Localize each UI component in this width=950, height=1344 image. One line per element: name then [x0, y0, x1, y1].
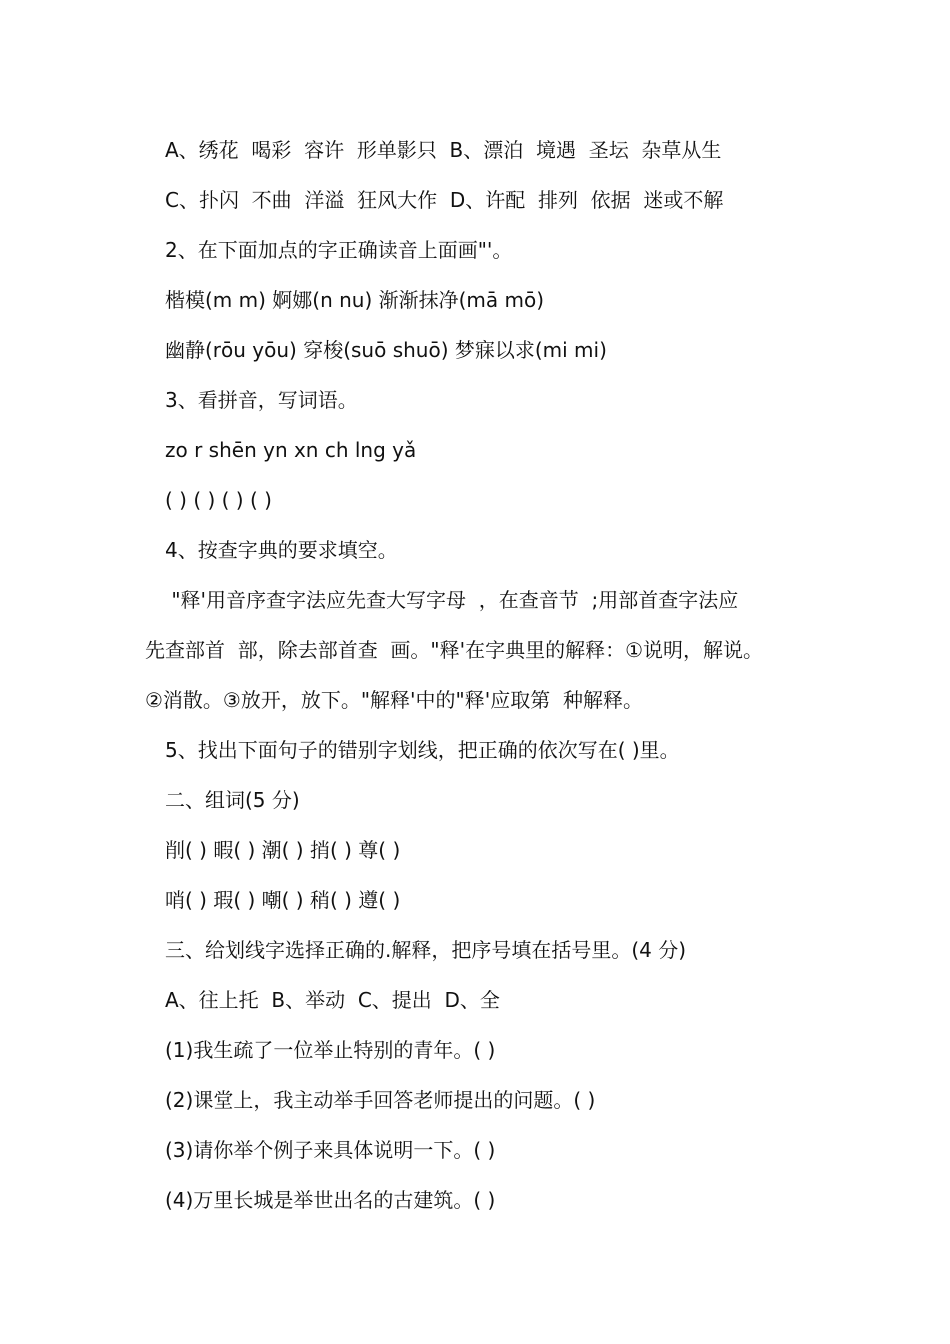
section-3-item-3: (3)请你举个例子来具体说明一下。( )	[165, 1138, 496, 1162]
question-4-para-line-2: 先查部首 部，除去部首查 画。"释'在字典里的解释：①说明，解说。	[145, 638, 764, 662]
section-3-heading: 三、给划线字选择正确的.解释，把序号填在括号里。(4 分)	[165, 938, 687, 962]
question-2-heading: 2、在下面加点的字正确读音上面画"'。	[165, 238, 513, 262]
section-2-row-1: 削( ) 暇( ) 潮( ) 捎( ) 尊( )	[165, 838, 401, 862]
question-4-para-line-1: "释'用音序查字法应先查大写字母 ，在查音节 ;用部首查字法应	[165, 588, 739, 612]
question-3-heading: 3、看拼音，写词语。	[165, 388, 358, 412]
question-4-para-line-3: ②消散。③放开，放下。"解释'中的"释'应取第 种解释。	[145, 688, 643, 712]
question-3-blanks: ( ) ( ) ( ) ( )	[165, 488, 272, 512]
question-2-line-1: 楷模(m m) 婀娜(n nu) 渐渐抹净(mā mō)	[165, 288, 545, 312]
section-3-item-2: (2)课堂上，我主动举手回答老师提出的问题。( )	[165, 1088, 596, 1112]
section-3-item-1: (1)我生疏了一位举止特别的青年。( )	[165, 1038, 496, 1062]
section-3-options: A、往上托 B、举动 C、提出 D、全	[165, 988, 500, 1012]
question-3-pinyin: zo r shēn yn xn ch lng yǎ	[165, 438, 417, 462]
question-2-line-2: 幽静(rōu yōu) 穿梭(suō shuō) 梦寐以求(mi mi)	[165, 338, 607, 362]
section-3-item-4: (4)万里长城是举世出名的古建筑。( )	[165, 1188, 496, 1212]
options-row-c-d: C、扑闪 不曲 洋溢 狂风大作 D、许配 排列 依据 迷或不解	[165, 188, 724, 212]
section-2-row-2: 哨( ) 瑕( ) 嘲( ) 稍( ) 遵( )	[165, 888, 401, 912]
section-2-heading: 二、组词(5 分)	[165, 788, 300, 812]
question-4-heading: 4、按查字典的要求填空。	[165, 538, 398, 562]
options-row-a-b: A、绣花 喝彩 容许 形单影只 B、漂泊 境遇 圣坛 杂草从生	[165, 138, 722, 162]
question-5-heading: 5、找出下面句子的错别字划线，把正确的依次写在( )里。	[165, 738, 680, 762]
